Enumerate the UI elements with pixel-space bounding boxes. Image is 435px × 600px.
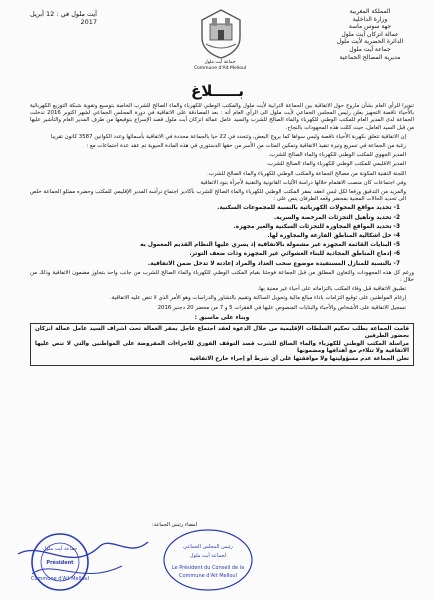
signature-label: امضاء رئيس الجماعة: bbox=[152, 522, 198, 528]
admin-line: وزارة الداخلية bbox=[352, 15, 388, 23]
admin-header bbox=[315, 8, 425, 61]
decisions-box bbox=[30, 323, 414, 366]
logo-caption bbox=[180, 60, 260, 71]
second-paragraph: ورغم كل هذه المجهودات والتعاون المطلق من قبل الجماعة فوجئنا بقيام المكتب الوطني للكهرباء والماء الصالح للشرب من جانب واحد بتجاوز مضمون الاتفاقية وذلك من خلال : bbox=[30, 269, 414, 284]
stamp-left-line: Président bbox=[46, 560, 74, 566]
body-point: اللجنة التقنية المكونة من مصالح الجماعة والمكتب الوطني للكهرباء والماء الصالح للشرب. bbox=[207, 170, 406, 177]
numbered-item: 1- تحديد مواقع المحولات الكهربائية بالنسبة للمجموعات السكنية. bbox=[217, 205, 400, 212]
intro-paragraph: تنويرا للرأي العام بشأن ماروج حول الاتفاقية بين الجماعة الترابية لأيت ملول والمكتب الوطني للكهرباء والماء الصالح للشرب الخاصة بتوسيع وتقوية شبكة التوزيع الكهربائية بالأحياء ناقصة التجهيز يعلن رئيس المجلس الجماعي لأيت ملول الى الرأي العام أنه : بعد المصادقة على الاتفاقية في دورة المجلس الجماعي لشهر اكتوبر 2016 تدخلت الجماعة لدى المدير العام للمكتب الوطني للكهرباء والماء الصالح للشرب والسيد عامل عمالة انزكان أيت ملول قصد الإسراع بتوقيعها من طرف المدير العام والتأشير عليها من قبل السيد العامل، حيث كللت هذه المجهودات بالنجاح. bbox=[30, 103, 414, 131]
stamp-right-line: لجماعة أيت ملول bbox=[189, 553, 227, 559]
stamp-right-line: Commune d'Ait Melloul bbox=[179, 573, 237, 579]
admin-line: جهة سوس ماسة bbox=[348, 23, 392, 31]
numbered-item: 6- إدماج المناطق المحاذية للبناء العشوائي غير المجهزة وذات ضعف التوتر. bbox=[189, 251, 400, 258]
document-date: آيت ملول في : 12 أبريل 2017 bbox=[30, 10, 97, 26]
stamp-right-line: رئيس المجلس الجماعي bbox=[183, 544, 233, 550]
stamp-right-line: Le Président du Conseil de la bbox=[171, 565, 245, 571]
body-point: رغبة من الجماعة في تسريع وتيرة تنفيذ الاتفاقية وتمكين المئات من الأسر من حقها الدستوري في هذه المادة الحيوية تم عقد عدة اجتماعات مع : bbox=[86, 143, 406, 150]
stamp-signature-right bbox=[160, 524, 255, 596]
stamp-left-line: جماعة أيت ملول bbox=[42, 546, 78, 552]
numbered-item: 5- البنايات القائمة المجهزة غير مشمولة بالاتفاقية إذ يسري عليها النظام القديم المعمول به bbox=[140, 242, 400, 249]
admin-line: الدائرة الحضرية لأيت ملول bbox=[336, 38, 404, 46]
numbered-item: 7- بالنسبة للمنازل المستفيدة موضوع سحب العداد والمراد إعادته لا تدخل ضمن الاتفاقية. bbox=[147, 260, 400, 267]
body-point: وفي اجتماعات كان منصب الاهتمام خلالها دراسة الآليات القانونية والتقنية لأجرأة بنود الاتفاقية bbox=[200, 179, 406, 186]
body-point: المدير الجهوي للمكتب الوطني للكهرباء والماء الصالح للشرب. bbox=[268, 152, 406, 159]
violation-point: تسجيل الاتفاقية على الأشخاص والأحياء والبنايات المنصوص عليها في الفقرات 5 و 7 من محضر 20 دجنبر 2016 bbox=[157, 304, 406, 311]
logo-caption-ar: جماعة آيت ملول bbox=[204, 60, 236, 65]
violation-point: تطبيق الاتفاقية قبل وفاء المكتب بالتزاماته على أحياء غير معنية بها. bbox=[257, 286, 406, 293]
document-body bbox=[30, 103, 414, 366]
numbered-item: 4- حل اشكالية المناطق الفارغة والمجاورة لها. bbox=[267, 233, 400, 240]
body-point: إن الاتفاقية تتعلق بكهربة الأحياء ناقصة وليس سواها كما يروج البعض، وتتحدد في 22 حيا بالجماعة محددة في الاتفاقية بأسمائها وعدد الكوانين 3587 كانون تقريبا bbox=[50, 133, 406, 140]
numbered-item: 3- تحديد المواقع المجاورة للتجزئات السكنية والغير مجهزة. bbox=[233, 223, 400, 230]
logo-caption-fr: Commune d'Ait Melloul bbox=[193, 65, 247, 71]
admin-line: مديرية المصالح الجماعية bbox=[339, 53, 401, 61]
admin-line: جماعة أيت ملول bbox=[349, 45, 391, 53]
commune-logo-icon bbox=[198, 8, 244, 60]
violation-point: إرغام المواطنين على توقيع التزامات باداء مبالغ مالية وتحويل الساكنة وتقييم بالتشاور والدراسات وهو الأمر الذي لا تنص عليه الاتفاقية. bbox=[110, 295, 406, 302]
stamp-left-line: Commune d'Ait Melloul bbox=[31, 576, 89, 582]
admin-line: المملكة المغربية bbox=[349, 8, 391, 15]
document-title: بـــــلاغ bbox=[191, 82, 244, 100]
decision-line: مراسلة المكتب الوطني للكهرباء والماء الصالح للشرب قصد التوقف الفوري للاجراءات المفروضة على المواطنين والتي لا تنص عليها الاتفاقية ولا تتلاءم مع اهدافها ومضمونها bbox=[35, 340, 409, 355]
decision-line: قامت الجماعة بطلب تحكيم السلطات الإقليمية من خلال الدعوة لعقد اجتماع عاجل بمقر العمالة تحت اشراف السيد عامل عمالة انزكان بحضور الطرفين bbox=[35, 326, 409, 340]
numbered-item: 2- تحديد وتأهيل التجزئات المرخصة والسرية. bbox=[273, 214, 400, 221]
conclusion-heading: وبناء على ماسبق : bbox=[194, 313, 250, 321]
body-point: المدير الاقليمي للمكتب الوطني للكهرباء والماء الصالح للشرب. bbox=[266, 161, 406, 168]
stamp-signature-left bbox=[12, 528, 152, 594]
decision-line: تعلن الجماعة عدم مسؤوليتها ولا موافقتها على أي شرط أو إجراء خارج الاتفاقية bbox=[189, 355, 409, 362]
body-point: والمزيد من التدقيق ورفعا لكل لبس انعقد بمقر المكتب الوطني للكهرباء والماء الصالح للشرب بأكادير اجتماع ترأسه المدير الإقليمي للمكتب وحضره ممثلو الجماعة خلص الى تحديد الحالات المعنية بمحضر وقعه الطرفان ينص على : bbox=[30, 189, 406, 203]
admin-line: عمالة انزكان أيت ملول bbox=[341, 30, 399, 38]
